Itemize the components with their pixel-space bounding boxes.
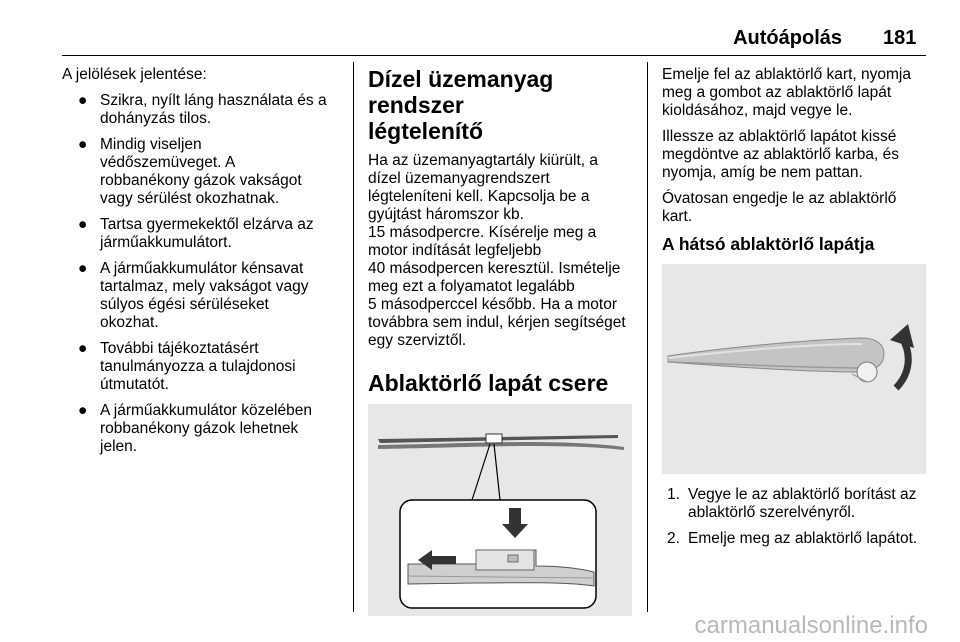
column-1 [62, 66, 348, 464]
column-3 [662, 66, 932, 556]
wiper-step-text-3: Óvatosan engedje le az ablaktörlő kart. [662, 190, 897, 225]
list-item: ● Tartsa gyermekektől elzárva az járműakkumulátort. [78, 216, 314, 251]
bullet-icon: ● [78, 136, 88, 153]
list-item: ● A járműakkumulátor kénsavat tartalmaz, mely vakságot vagy súlyos égési sérüléseket okozhat. [78, 260, 309, 331]
list-item: ● A járműakkumulátor közelében robbanékony gázok lehetnek jelen. [78, 402, 312, 455]
column-divider-1 [353, 62, 354, 612]
rear-wiper-illustration [662, 264, 926, 474]
wiper-replace-heading: Ablaktörlő lapát csere [368, 370, 609, 396]
header-rule [62, 55, 926, 56]
list-item: ● Szikra, nyílt láng használata és a dohányzás tilos. [78, 92, 327, 127]
bullet-icon: ● [78, 340, 88, 357]
rear-wiper-heading: A hátsó ablaktörlő lapátja [662, 234, 875, 254]
bullet-icon: ● [78, 402, 88, 419]
wiper-blade-figure [368, 404, 632, 616]
list-item: 2. Emelje meg az ablaktörlő lapátot. [667, 530, 918, 547]
page-number: 181 [883, 27, 917, 49]
bullet-list [62, 92, 348, 456]
list-item: 1. Vegye le az ablaktörlő borítást az ablaktörlő szerelvényről. [667, 486, 917, 521]
bullet-icon: ● [78, 260, 88, 277]
bullet-icon: ● [78, 92, 88, 109]
diesel-bleed-text: Ha az üzemanyagtartály kiürült, a dízel üzemanyagrendszert légteleníteni kell. Kapcsolja be a gyújtást háromszor kb. 15 másodpercre. Kísérelje meg a motor indítását legfeljebb 40 másodpercen keresztül. Ismételje meg ezt a folyamatot legalább 5 másodperccel később. Ha a motor továbbra sem indul, kérjen segítséget egy szerviztől. [368, 152, 626, 349]
diesel-bleed-heading: Dízel üzemanyag rendszer légtelenítő [368, 66, 554, 144]
wiper-step-text-2: Illessze az ablaktörlő lapátot kissé megdöntve az ablaktörlő karba, és nyomja, amíg be nem pattan. [662, 128, 899, 181]
column-2 [368, 66, 636, 616]
bullet-icon: ● [78, 216, 88, 233]
wiper-blade-illustration [368, 404, 632, 616]
list-item: ● További tájékoztatásért tanulmányozza a tulajdonosi útmutatót. [78, 340, 296, 393]
list-item: ● Mindig viseljen védőszemüveget. A robbanékony gázok vakságot vagy sérülést okozhatnak. [78, 136, 302, 207]
rear-wiper-figure [662, 264, 926, 474]
intro-text: A jelölések jelentése: [62, 66, 207, 83]
column-divider-2 [647, 62, 648, 612]
rear-wiper-steps [662, 486, 932, 548]
wiper-step-text-1: Emelje fel az ablaktörlő kart, nyomja meg a gombot az ablaktörlő lapát kioldásához, majd vegye le. [662, 66, 911, 119]
watermark: carmanualsonline.info [694, 612, 928, 639]
section-title: Autóápolás [733, 27, 842, 49]
